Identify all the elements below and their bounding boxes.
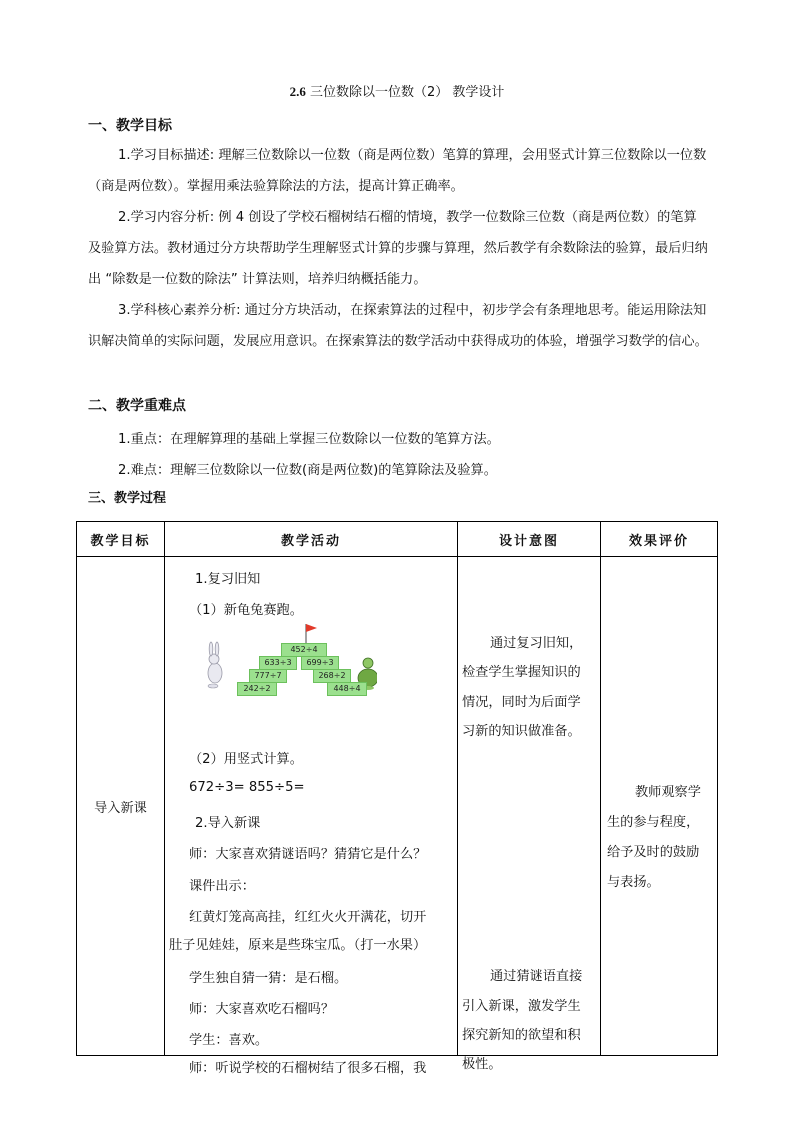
section-heading-process: 三、教学过程 — [88, 491, 167, 506]
race-block: 268÷2 — [313, 669, 351, 683]
rabbit-icon — [208, 642, 222, 688]
intent-line: 情况，同时为后面学 — [462, 695, 581, 710]
race-block: 448÷4 — [327, 682, 367, 696]
document-title: 2.6 三位数除以一位数（2） 教学设计 — [289, 84, 505, 100]
evaluation-line: 教师观察学 — [635, 785, 701, 800]
race-block: 633÷3 — [259, 656, 297, 670]
intent-line: 通过复习旧知， — [490, 636, 583, 651]
activity-line: 1.复习旧知 — [195, 572, 261, 587]
process-table — [76, 521, 718, 1076]
goal-paragraph-2: 2.学习内容分析: 例 4 创设了学校石榴树结石榴的情境，教学一位数除三位数（商是两位数）的笔算及验算方法。教材通过分方块帮助学生理解竖式计算的步骤与算理，然后教学有余数除法的验算，最后归纳出 “除数是一位数的除法” 计算法则，培养归纳概括能力。 — [88, 210, 708, 287]
intent-line: 习新的知识做准备。 — [462, 724, 581, 739]
activity-line: 学生独自猜一猜：是石榴。 — [189, 971, 348, 986]
goal-paragraph-1: 1.学习目标描述: 理解三位数除以一位数（商是两位数）笔算的算理，会用竖式计算三位数除以一位数（商是两位数）。掌握用乘法验算除法的方法，提高计算正确率。 — [88, 148, 707, 194]
header-intent: 设计意图 — [458, 522, 601, 557]
evaluation-cell — [601, 557, 718, 1056]
activity-line: 师：听说学校的石榴树结了很多石榴，我 — [189, 1061, 427, 1076]
intent-line: 引入新课，激发学生 — [462, 999, 581, 1014]
flag-icon — [306, 624, 317, 643]
table-header-row — [77, 522, 718, 557]
keypoint-2: 2.难点：理解三位数除以一位数(商是两位数)的笔算除法及验算。 — [118, 463, 497, 478]
activity-line: （1）新龟兔赛跑。 — [189, 603, 303, 618]
header-activity: 教学活动 — [165, 522, 458, 557]
activity-line: （2）用竖式计算。 — [189, 752, 303, 767]
section-heading-keypoints: 二、教学重难点 — [88, 398, 186, 414]
section-heading-goals: 一、教学目标 — [88, 118, 172, 134]
activity-line: 课件出示： — [189, 879, 255, 894]
intent-cell — [458, 557, 601, 1072]
intent-line: 通过猜谜语直接 — [490, 969, 583, 984]
activity-line: 2.导入新课 — [195, 816, 261, 831]
race-block: 242÷2 — [237, 682, 277, 696]
intent-line: 探究新知的欲望和积 — [462, 1028, 581, 1043]
evaluation-line: 与表扬。 — [607, 875, 660, 890]
activity-line: 学生：喜欢。 — [189, 1033, 269, 1048]
goal-paragraph-3: 3.学科核心素养分析: 通过分方块活动，在探索算法的过程中，初步学会有条理地思考。能运用除法知识解决简单的实际问题，发展应用意识。在探索算法的数学活动中获得成功的体验，增强学习数学的信心。 — [88, 303, 708, 349]
intent-line: 极性。 — [462, 1057, 502, 1072]
race-block: 699÷3 — [301, 656, 339, 670]
evaluation-line: 生的参与程度， — [607, 815, 700, 830]
goal-cell: 导入新课 — [77, 557, 165, 1056]
race-pyramid-illustration — [205, 621, 377, 697]
header-evaluation: 效果评价 — [601, 522, 718, 557]
header-goal: 教学目标 — [77, 522, 165, 557]
activity-line: 红黄灯笼高高挂，红红火火开满花，切开 — [189, 910, 427, 925]
activity-line: 师：大家喜欢吃石榴吗？ — [189, 1002, 335, 1017]
table-row — [77, 557, 718, 1056]
evaluation-line: 给予及时的鼓励 — [607, 845, 700, 860]
activity-line: 肚子见娃娃，原来是些珠宝瓜。（打一水果） — [169, 938, 427, 953]
intent-line: 检查学生掌握知识的 — [462, 665, 581, 680]
activity-line: 672÷3= 855÷5= — [189, 780, 305, 795]
keypoint-1: 1.重点：在理解算理的基础上掌握三位数除以一位数的笔算方法。 — [118, 432, 500, 447]
race-block: 452÷4 — [281, 643, 327, 657]
race-block: 777÷7 — [249, 669, 287, 683]
activity-line: 师：大家喜欢猜谜语吗？猜猜它是什么？ — [189, 847, 427, 862]
